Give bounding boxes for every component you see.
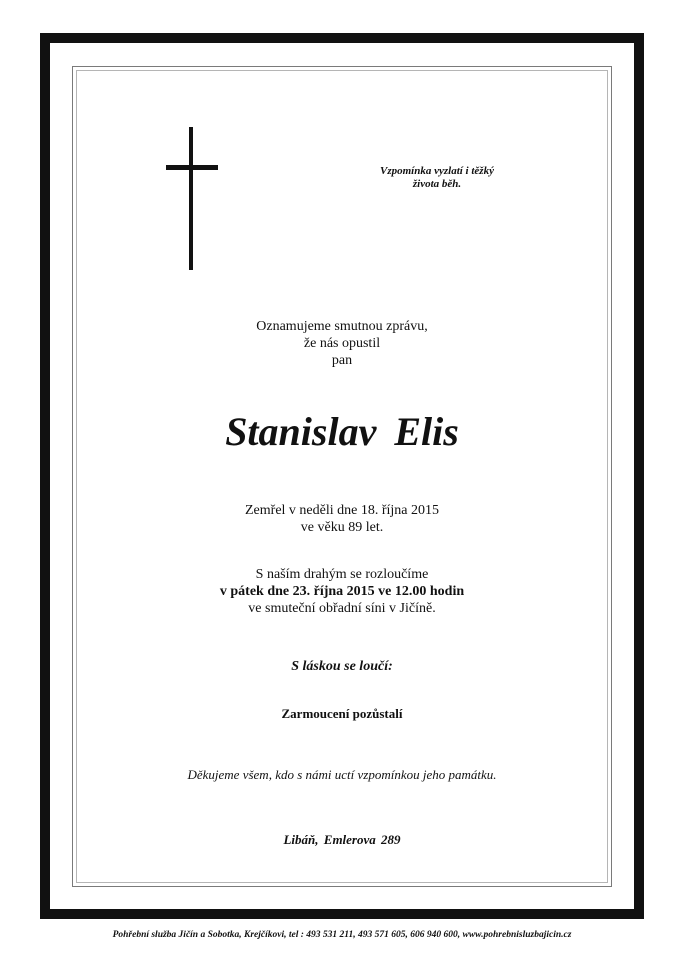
inner-frame-line-2: [76, 70, 608, 883]
black-mourning-border: [40, 33, 644, 919]
funeral-service-footer: Pohřební služba Jičín a Sobotka, Krejčíkovi, tel : 493 531 211, 493 571 605, 606 940 600, www.pohrebnisluzbajicin.cz: [112, 930, 572, 940]
cross-horizontal-bar: [166, 165, 218, 170]
farewell-place: ve smuteční obřadní síni v Jičíně.: [248, 601, 436, 616]
with-love-heading: S láskou se loučí:: [291, 659, 393, 674]
announcement-line-3: pan: [331, 353, 353, 368]
farewell-datetime: v pátek dne 23. října 2015 ve 12.00 hodin: [219, 584, 465, 599]
announcement: [0, 318, 684, 369]
motto-line-2: života běh.: [412, 178, 462, 190]
mourners: Zarmoucení pozůstalí: [281, 706, 403, 721]
announcement-line-2: že nás opustil: [303, 336, 381, 351]
cross-icon: [166, 127, 218, 270]
thanks-note: Děkujeme všem, kdo s námi uctí vzpomínkou jeho památku.: [187, 767, 497, 782]
inner-frame-line: [72, 66, 612, 887]
announcement-line-1: Oznamujeme smutnou zprávu,: [256, 319, 428, 334]
farewell-info: [0, 566, 684, 617]
address: Libáň, Emlerova 289: [283, 832, 401, 847]
motto-line-1: Vzpomínka vyzlatí i těžký: [380, 165, 494, 177]
death-age: ve věku 89 let.: [300, 520, 384, 535]
death-info: [0, 502, 684, 536]
motto: [372, 165, 502, 191]
cross-vertical-bar: [189, 127, 193, 270]
farewell-intro: S naším drahým se rozloučíme: [255, 567, 429, 582]
deceased-name: Stanislav Elis: [225, 409, 459, 454]
death-date: Zemřel v neděli dne 18. října 2015: [245, 503, 439, 518]
